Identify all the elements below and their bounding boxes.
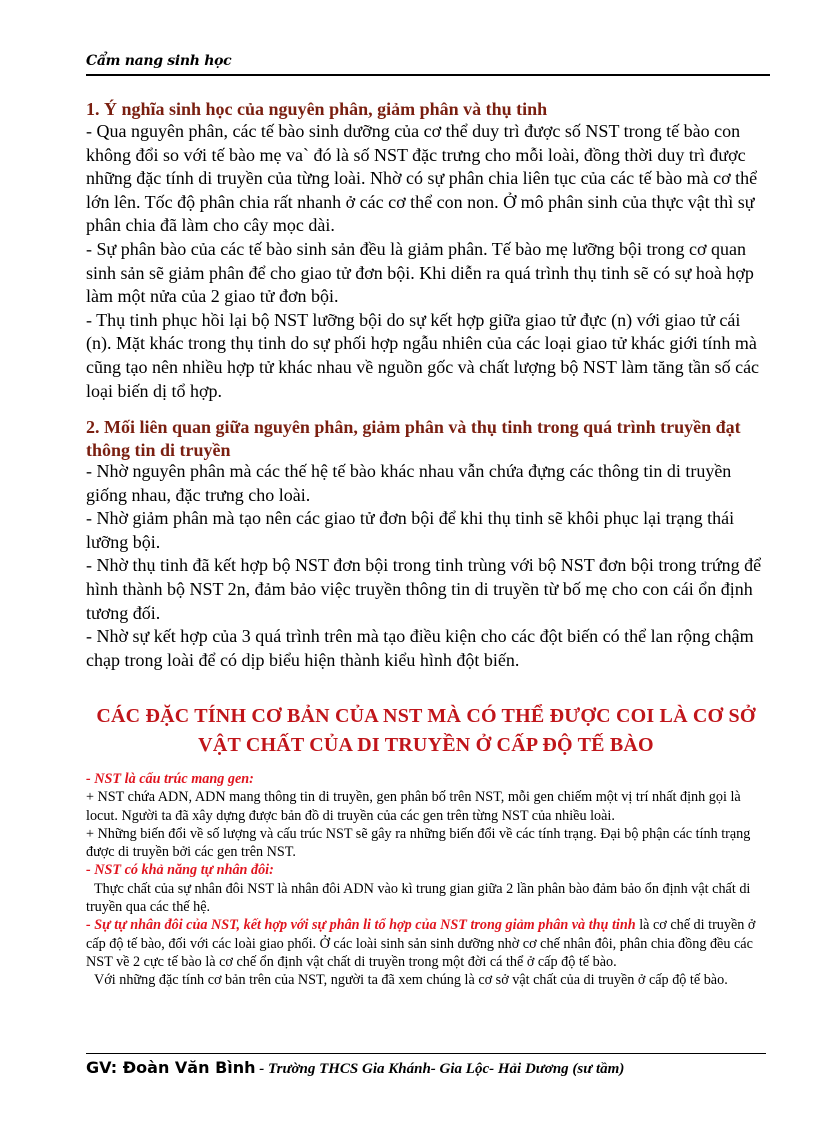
section3-sub2-text: Thực chất của sự nhân đôi NST là nhân đôi ADN vào kì trung gian giữa 2 lần phân bào đảm bảo ổn định vật chất di truyền qua các thế hệ. [86,880,751,916]
section2-heading: 2. Mối liên quan giữa nguyên phân, giảm phân và thụ tinh trong quá trình truyền đạt thông tin di truyền [86,417,741,460]
section2-body [86,460,766,672]
section2-paragraph-3: - Nhờ thụ tinh đã kết hợp bộ NST đơn bội trong tinh trùng với bộ NST đơn bội trong trứng để hình thành bộ NST 2n, đảm bảo việc truyền thông tin di truyền từ bố mẹ cho con cái ổn định tương đối. [86,555,762,623]
footer-school: - Trường THCS Gia Khánh- Gia Lộc- Hải Dương (sư tầm) [255,1061,625,1077]
section3-subheading-1: - NST là cấu trúc mang gen: [86,771,254,787]
section3-body [86,770,762,990]
section3-title: CÁC ĐẶC TÍNH CƠ BẢN CỦA NST MÀ CÓ THỂ ĐƯỢC COI LÀ CƠ SỞ VẬT CHẤT CỦA DI TRUYỀN Ở CẤP ĐỘ TẾ BÀO [96,705,756,756]
section3-sub1-point-2: + Những biến đổi về số lượng và cấu trúc NST sẽ gây ra những biến đổi về các tính trạng. Đại bộ phận các tính trạng được di truyền bởi các gen trên NST. [86,825,751,861]
section1-paragraph-2: - Sự phân bào của các tế bào sinh sản đều là giảm phân. Tế bào mẹ lưỡng bội trong cơ quan sinh sản sẽ giảm phân để cho giao tử đơn bội. Khi diễn ra quá trình thụ tinh sẽ có sự hoà hợp làm một nửa của 2 giao tử đơn bội. [86,238,754,307]
section3-sub1-point-1: + NST chứa ADN, ADN mang thông tin di truyền, gen phân bố trên NST, mỗi gen chiếm một vị trí nhất định gọi là locut. Người ta đã xây dựng được bản đồ di truyền của các gen trên từng NST của nhiều loài. [86,789,741,824]
section1-heading: 1. Ý nghĩa sinh học của nguyên phân, giảm phân và thụ tinh [86,99,548,119]
section2-paragraph-2: - Nhờ giảm phân mà tạo nên các giao tử đơn bội để khi thụ tinh sẽ khôi phục lại trạng thái lưỡng bội. [86,508,735,552]
section1-body [86,120,766,403]
header-title: Cẩm nang sinh học [86,53,232,69]
section2-paragraph-1: - Nhờ nguyên phân mà các thế hệ tế bào khác nhau vẫn chứa đựng các thông tin di truyền giống nhau, đặc trưng cho loài. [86,461,732,505]
section3-subheading-2: - NST có khả năng tự nhân đôi: [86,862,274,879]
page-header [86,52,770,74]
section2-paragraph-4: - Nhờ sự kết hợp của 3 quá trình trên mà tạo điều kiện cho các đột biến có thể lan rộng chậm chạp trong loài để có dịp biểu hiện thành kiểu hình đột biến. [86,626,754,670]
section3-conclusion: Với những đặc tính cơ bản trên của NST, người ta đã xem chúng là cơ sở vật chất của di truyền ở cấp độ tế bào. [94,972,728,989]
section3-sub3-text: là cơ chế di truyền ở cấp độ tế bào, đối với các loài giao phối. Ở các loài sinh sản sinh dưỡng nhờ cơ chế nhân đôi, phân chia đồng đều các NST về 2 cực tế bào là cơ chế ổn định vật chất di truyền trong một đời cá thể ở cấp độ tế bào. [86,917,756,970]
section3-subheading-3: - Sự tự nhân đôi của NST, kết hợp với sự phân li tổ hợp của NST trong giảm phân và thụ tinh [86,917,636,934]
page-footer [86,1057,770,1080]
section1-paragraph-1: - Qua nguyên phân, các tế bào sinh dưỡng của cơ thể duy trì được số NST trong tế bào con không đổi so với tế bào mẹ va` đó là số NST đặc trưng cho mỗi loài, đồng thời duy trì được những đặc tính di truyền của từng loài. Nhờ có sự phân chia liên tục của các tế bào mà cơ thể lớn lên. Tốc độ phân chia rất nhanh ở các cơ thể con non. Ở mô phân sinh của thực vật thì sự phân chia đã làm cho cây mọc dài. [86,121,758,236]
footer-divider [86,1053,766,1054]
section1-paragraph-3: - Thụ tinh phục hồi lại bộ NST lưỡng bội do sự kết hợp giữa giao tử đực (n) với giao tử cái (n). Mặt khác trong thụ tinh do sự phối hợp ngẫu nhiên của các loại giao tử khác giới tính mà cũng tạo nên nhiều hợp tử khác nhau về nguồn gốc và chất lượng bộ NST làm tăng tần số các loại biến dị tổ hợp. [86,309,760,401]
footer-author: GV: Đoàn Văn Bình [86,1058,256,1077]
section3-sub3-paragraph [86,916,762,971]
header-divider [86,74,770,76]
